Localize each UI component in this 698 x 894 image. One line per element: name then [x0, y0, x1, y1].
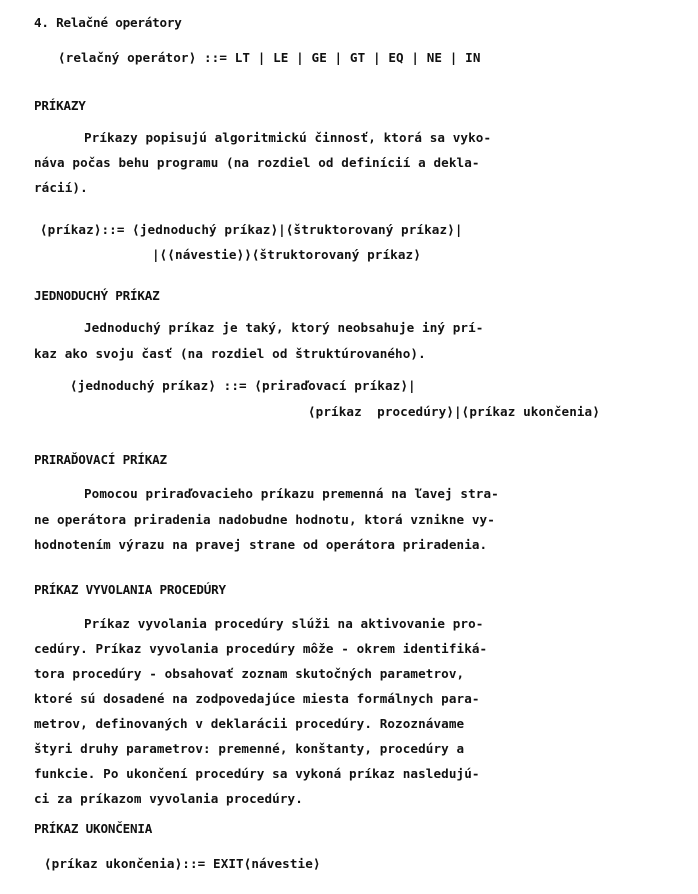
section-heading-relacne-operatory: 4. Relačné operátory	[34, 15, 182, 30]
paragraph-line: ci za príkazom vyvolania procedúry.	[34, 791, 303, 806]
syntax-rule-prikaz: ⟨príkaz⟩::= ⟨jednoduchý príkaz⟩|⟨štruktorovaný príkaz⟩|	[40, 222, 463, 237]
paragraph-line: Príkaz vyvolania procedúry slúži na aktivovanie pro-	[84, 616, 484, 631]
paragraph-line: náva počas behu programu (na rozdiel od definícií a dekla-	[34, 155, 480, 170]
paragraph-line: Pomocou priraďovacieho príkazu premenná na ľavej stra-	[84, 486, 499, 501]
paragraph-line: ktoré sú dosadené na zodpovedajúce miesta formálnych para-	[34, 691, 480, 706]
paragraph-line: funkcie. Po ukončení procedúry sa vykoná príkaz nasledujú-	[34, 766, 480, 781]
section-heading-priradovaci-prikaz: PRIRAĎOVACÍ PRÍKAZ	[34, 452, 167, 467]
paragraph-line: tora procedúry - obsahovať zoznam skutočných parametrov,	[34, 666, 465, 681]
section-heading-prikaz-vyvolania-procedury: PRÍKAZ VYVOLANIA PROCEDÚRY	[34, 582, 226, 597]
paragraph-line: rácií).	[34, 180, 88, 195]
paragraph-line: cedúry. Príkaz vyvolania procedúry môže - okrem identifiká-	[34, 641, 488, 656]
paragraph-line: Jednoduchý príkaz je taký, ktorý neobsahuje iný prí-	[84, 320, 484, 335]
syntax-rule-prikaz-continued: |⟨⟨návestie⟩⟩⟨štruktorovaný príkaz⟩	[152, 247, 421, 262]
paragraph-line: metrov, definovaných v deklarácii procedúry. Rozoznávame	[34, 716, 465, 731]
paragraph-line: kaz ako svoju časť (na rozdiel od štruktúrovaného).	[34, 346, 426, 361]
paragraph-line: štyri druhy parametrov: premenné, konštanty, procedúry a	[34, 741, 465, 756]
syntax-rule-prikaz-ukoncenia: ⟨príkaz ukončenia⟩::= EXIT⟨návestie⟩	[44, 856, 321, 871]
paragraph-line: ne operátora priradenia nadobudne hodnotu, ktorá vznikne vy-	[34, 512, 495, 527]
paragraph-line: hodnotením výrazu na pravej strane od operátora priradenia.	[34, 537, 488, 552]
paragraph-line: Príkazy popisujú algoritmickú činnosť, ktorá sa vyko-	[84, 130, 492, 145]
section-heading-prikaz-ukoncenia: PRÍKAZ UKONČENIA	[34, 821, 153, 836]
syntax-rule-jednoduchy-prikaz-continued: ⟨príkaz procedúry⟩|⟨príkaz ukončenia⟩	[308, 404, 600, 419]
section-heading-jednoduchy-prikaz: JEDNODUCHÝ PRÍKAZ	[34, 288, 160, 303]
syntax-rule-relacny-operator: ⟨relačný operátor⟩ ::= LT | LE | GE | GT | EQ | NE | IN	[58, 50, 481, 65]
section-heading-prikazy: PRÍKAZY	[34, 98, 86, 113]
syntax-rule-jednoduchy-prikaz: ⟨jednoduchý príkaz⟩ ::= ⟨priraďovací príkaz⟩|	[70, 378, 416, 393]
